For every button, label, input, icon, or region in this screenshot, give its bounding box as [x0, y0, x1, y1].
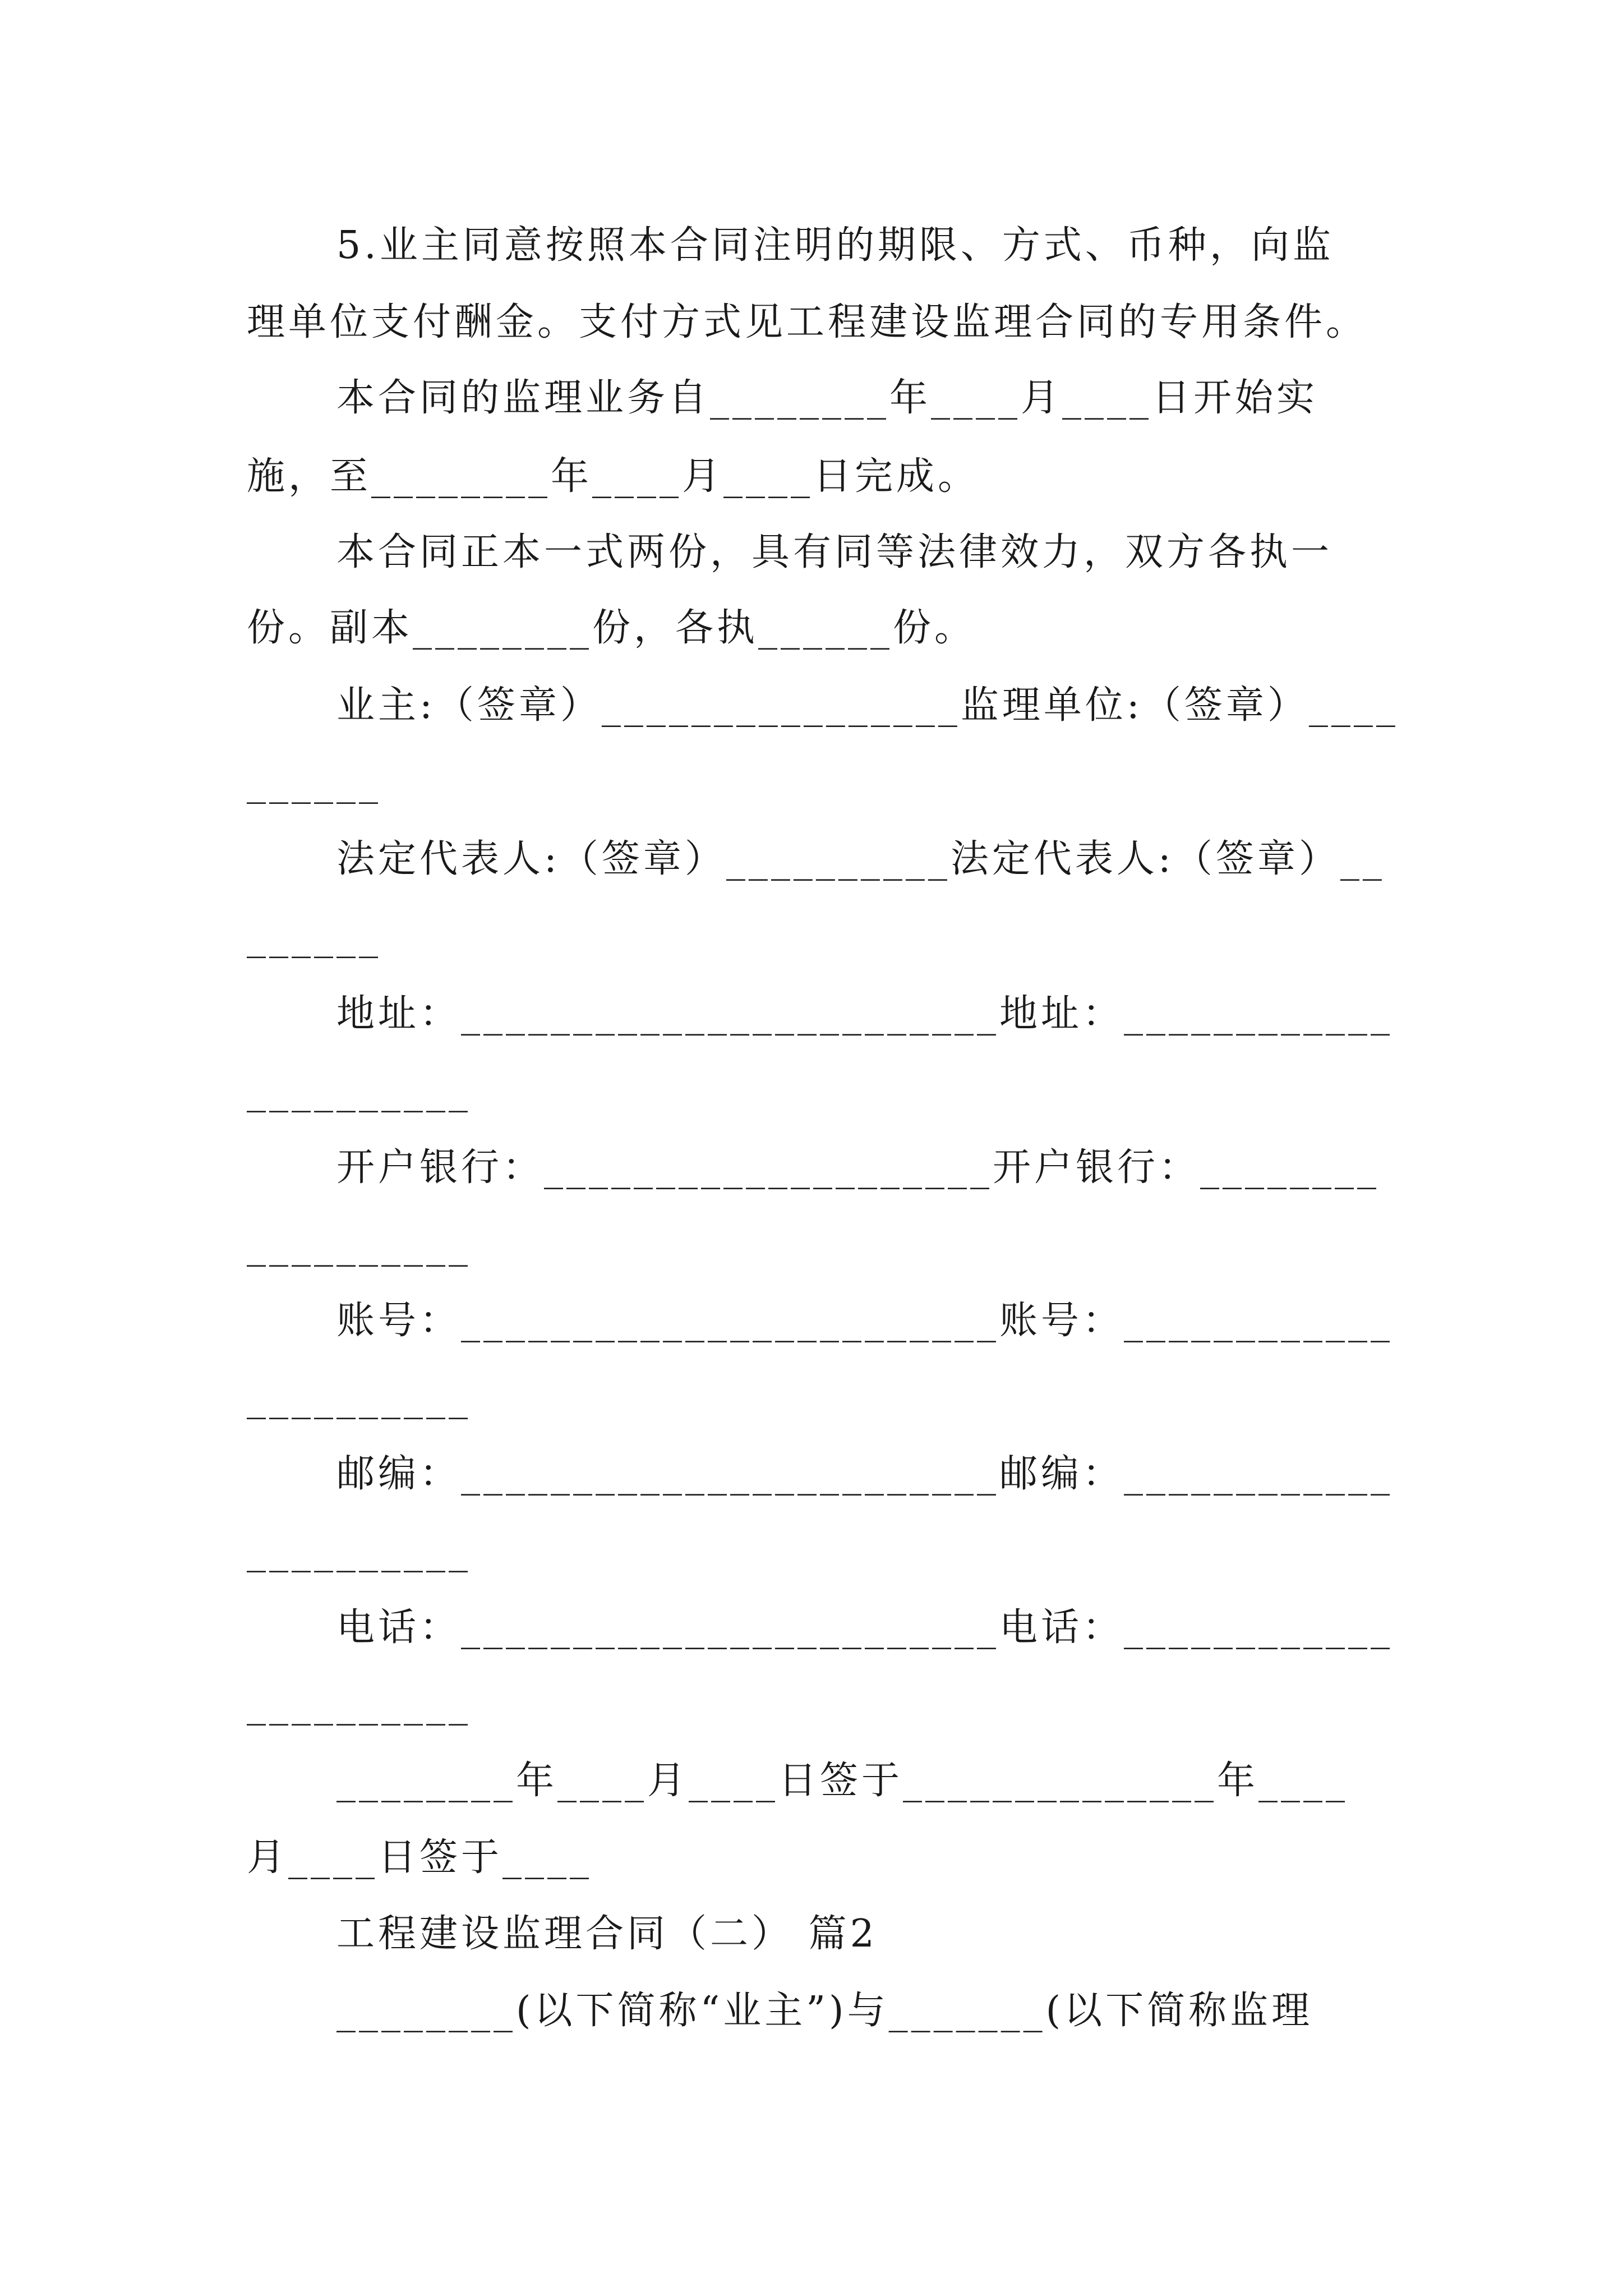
- owner-signature-line: 业主:（签章）________________监理单位:（签章）____: [336, 683, 1399, 728]
- legal-rep-line: 法定代表人:（签章）__________法定代表人:（签章）__: [336, 837, 1385, 881]
- bank-continuation: __________: [247, 1223, 471, 1267]
- signed-date-line-2: 月____日签于____: [247, 1835, 593, 1880]
- owner-signature-continuation: ______: [247, 760, 381, 804]
- account-line: 账号：________________________账号：____________: [336, 1299, 1394, 1343]
- clause-5-line-2: 理单位支付酬金。支付方式见工程建设监理合同的专用条件。: [247, 300, 1368, 344]
- period-line-1: 本合同的监理业务自________年____月____日开始实: [336, 376, 1318, 420]
- contract-intro-line: ________(以下简称“业主”)与_______(以下简称监理: [336, 1989, 1313, 2033]
- period-line-2: 施，至________年____月____日完成。: [247, 454, 980, 499]
- section-heading: 工程建设监理合同（二） 篇2: [336, 1912, 878, 1956]
- address-line: 地址：________________________地址：____________: [336, 992, 1394, 1036]
- phone-continuation: __________: [247, 1682, 471, 1726]
- clause-5-line-1: 5.业主同意按照本合同注明的期限、方式、币种，向监: [336, 223, 1334, 268]
- postcode-continuation: __________: [247, 1529, 471, 1573]
- account-continuation: __________: [247, 1375, 471, 1420]
- copies-line-1: 本合同正本一式两份，具有同等法律效力，双方各执一: [336, 530, 1333, 574]
- copies-line-2: 份。副本________份，各执______份。: [247, 606, 976, 650]
- legal-rep-continuation: ______: [247, 914, 381, 959]
- postcode-line: 邮编：________________________邮编：____________: [336, 1452, 1394, 1496]
- phone-line: 电话：________________________电话：____________: [336, 1605, 1394, 1650]
- bank-line: 开户银行：____________________开户银行：________: [336, 1145, 1380, 1190]
- signed-date-line-1: ________年____月____日签于______________年____: [336, 1759, 1349, 1803]
- address-continuation: __________: [247, 1069, 471, 1113]
